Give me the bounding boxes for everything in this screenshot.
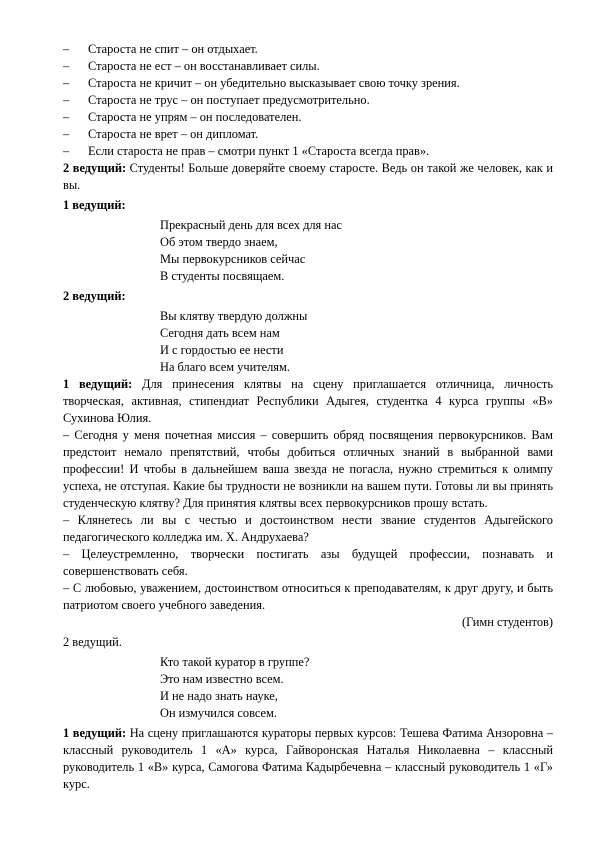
verse-line: Сегодня дать всем нам <box>160 326 280 340</box>
speaker-heading: 2 ведущий. <box>63 635 122 649</box>
speaker-label: 1 ведущий: <box>63 726 127 740</box>
verse-block <box>160 217 553 285</box>
paragraph-text: Студенты! Больше доверяйте своему старосте. Ведь он такой же человек, как и вы. <box>63 161 553 192</box>
paragraph-mission: – Сегодня у меня почетная миссия – совершить обряд посвящения первокурсников. Вам предстоит немало препятствий, чтобы добиться отличных знаний в выбранной вами профессии! И чтобы в дальнейшем ваша звезда не погасла, нужно стремиться к олимпу успеха, не отступая. Какие бы трудности не возникли на вашем пути. Готовы ли вы принять студенческую клятву? Для принятия клятвы всех первокурсников прошу встать. <box>63 428 553 510</box>
speaker-heading: 1 ведущий: <box>63 198 126 212</box>
paragraph-curators <box>63 725 553 793</box>
paragraph-text: Для принесения клятвы на сцену приглашается отличница, личность творческая, активная, стипендиат Республики Адыгея, студентка 4 курса группы «В» Сухинова Юлия. <box>63 377 553 425</box>
rules-list <box>63 41 553 160</box>
anthem-note: (Гимн студентов) <box>461 615 553 629</box>
verse-line: Об этом твердо знаем, <box>160 235 278 249</box>
rule-item: – Если староста не прав – смотри пункт 1 «Староста всегда прав». <box>63 144 430 158</box>
verse-line: Мы первокурсников сейчас <box>160 252 306 266</box>
rule-item: – Староста не ест – он восстанавливает силы. <box>63 59 320 73</box>
verse-line: И с гордостью ее нести <box>160 343 284 357</box>
verse-line: И не надо знать науке, <box>160 689 278 703</box>
paragraph-host2-trust <box>63 160 553 194</box>
paragraph-oath-question: – Клянетесь ли вы с честью и достоинством нести звание студентов Адыгейского педагогического колледжа им. Х. Андрухаева? <box>63 513 553 544</box>
document-body <box>63 41 553 793</box>
verse-line: Вы клятву твердую должны <box>160 309 308 323</box>
verse-block <box>160 308 553 376</box>
rule-item: – Староста не спит – он отдыхает. <box>63 42 258 56</box>
verse-line: Прекрасный день для всех для нас <box>160 218 342 232</box>
verse-line: Кто такой куратор в группе? <box>160 655 310 669</box>
paragraph-oath-strive: – Целеустремленно, творчески постигать азы будущей профессии, познавать и совершенствовать себя. <box>63 547 553 578</box>
rule-item: – Староста не врет – он дипломат. <box>63 127 259 141</box>
speaker-heading: 2 ведущий: <box>63 289 126 303</box>
speaker-label: 1 ведущий: <box>63 377 133 391</box>
verse-line: На благо всем учителям. <box>160 360 290 374</box>
paragraph-text: На сцену приглашаются кураторы первых курсов: Тешева Фатима Анзоровна – классный руководитель 1 «А» курса, Гайворонская Наталья Николаевна – классный руководитель 1 «В» курса, Самогова Фатима Кадырбечевна – классный руководитель 1 «Г» курс. <box>63 726 553 791</box>
paragraph-oath-respect: – С любовью, уважением, достоинством относиться к преподавателям, к друг другу, и быть патриотом своего учебного заведения. <box>63 581 553 612</box>
verse-line: Это нам известно всем. <box>160 672 284 686</box>
verse-line: В студенты посвящаем. <box>160 269 285 283</box>
rule-item: – Староста не упрям – он последователен. <box>63 110 302 124</box>
verse-block <box>160 654 553 722</box>
rule-item: – Староста не кричит – он убедительно высказывает свою точку зрения. <box>63 76 460 90</box>
verse-line: Он измучился совсем. <box>160 706 277 720</box>
paragraph-oath-invite <box>63 376 553 427</box>
rule-item: – Староста не трус – он поступает предусмотрительно. <box>63 93 370 107</box>
speaker-label: 2 ведущий: <box>63 161 127 175</box>
